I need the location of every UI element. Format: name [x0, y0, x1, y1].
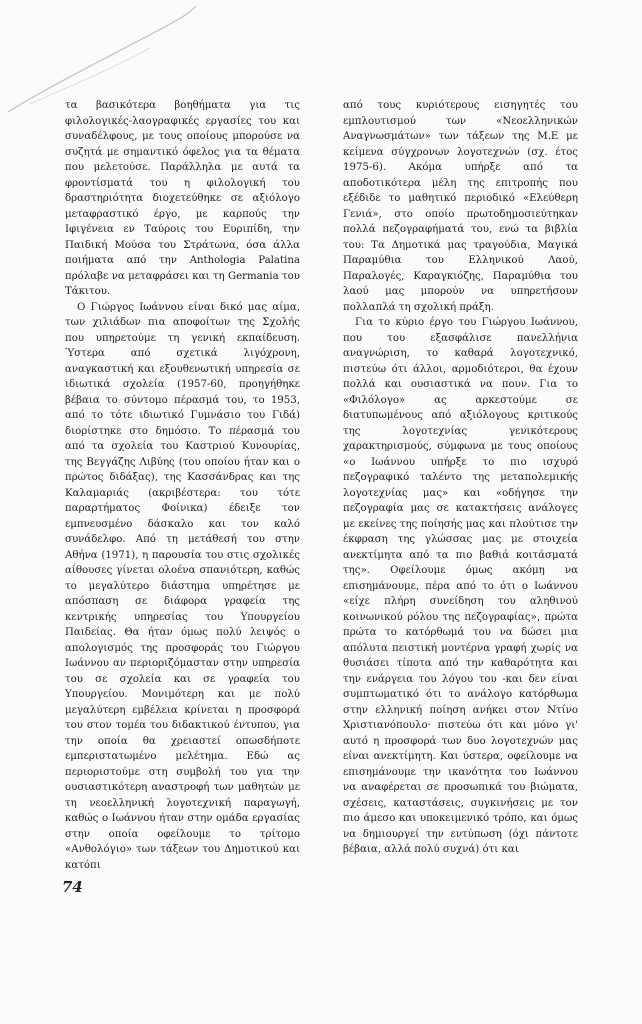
left-paragraph-1: τα βασικότερα βοηθήματα για τις φιλολογικές-λαογραφικές εργασίες του και συναδέλφους, με τους οποίους μπορούσε να συζητά με σημαντικό όφελος για τα θέματα που μελετούσε. Παράλληλα με αυτά τα φροντίσματά του η φιλολογική του δραστηριότητα διοχετεύθηκε σε αξιόλογο μεταφραστικό έργο, με καρπούς την Ιφιγένεια εν Ταύροις του Ευριπίδη, την Παιδική Μούσα του Στράτωνα, όσα άλλα ποιήματα από την Anthologia Palatina πρόλαβε να μεταφράσει και τη Germania του Τάκιτου. — [65, 100, 300, 297]
page-number: 74 — [62, 878, 83, 896]
left-text-column — [65, 98, 300, 873]
right-paragraph-1: από τους κυριότερους εισηγητές του εμπλουτισμού των «Νεοελληνικών Αναγνωσμάτων» των τάξεων της Μ.Ε με κείμενα σύγχρονων λογοτεχνών (σχ. έτος 1975-6). Ακόμα υπήρξε από τα αποδοτικότερα μέλη της επιτροπής που εξέδιδε το μαθητικό περιοδικό «Ελεύθερη Γενιά», στο οποίο πρωτοδημοσιεύτηκαν πολλά πεζογραφήματά του, ενώ τα βιβλία του: Τα Δημοτικά μας τραγούδια, Μαγικά Παραμύθια του Ελληνικού Λαού, Παραλογές, Καραγκιόζης, Παραμύθια του λαού μας μπορούν να υπηρετήσουν πολλαπλά τη σχολική πράξη. — [343, 100, 578, 313]
right-text-column — [343, 98, 578, 858]
right-paragraph-2: Για το κύριο έργο του Γιώργου Ιωάννου, που του εξασφάλισε πανελλήνια αναγνώριση, το καθαρά λογοτεχνικό, πιστεύω ότι άλλοι, αρμοδιότεροι, θα έχουν πολλά και ουσιαστικά να πουν. Για το «Φιλόλογο» ας αρκεστούμε σε διατυπωμένους από αξιόλογους κριτικούς της λογοτεχνίας γενικότερους χαρακτηρισμούς, σύμφωνα με τους οποίους «ο Ιωάννου υπήρξε το πιο ισχυρό πεζογραφικό ταλέντο της μεταπολεμικής λογοτεχνίας μας» και «οδήγησε την πεζογραφία μας σε κατακτήσεις ανάλογες με εκείνες της ποίησής μας και πλούτισε την έκφραση της γλώσσας μας με στοιχεία ανεκτίμητα από τα πιο βαθιά κοιτάσματά της». Οφείλουμε όμως ακόμη να επισημάνουμε, πέρα από το ότι ο Ιωάννου «είχε πλήρη συνείδηση του αληθινού κοινωνικού ρόλου της πεζογραφίας», πρώτα πρώτα το κατόρθωμά του να δώσει μια απόλυτα πειστική μοντέρνα γραφή χωρίς να θυσιάσει τίποτα από την καθαρότητα και την ενάργεια του λόγου του -και δεν είναι συμπτωματικό ότι το ανάλογο κατόρθωμα στην ελληνική ποίηση ανήκει στον Ντίνο Χριστιανόπουλο· πιστεύω ότι και μόνο γι' αυτό η προσφορά των δυο λογοτεχνών μας είναι ανεκτίμητη. Και ύστερα, οφείλουμε να επισημάνουμε την ικανότητα του Ιωάννου να αναφέρεται σε προσωπικά του βιώματα, σχέσεις, καταστάσεις, συγκινήσεις με τον πιο άμεσο και υποκειμενικό τρόπο, και όμως να δημιουργεί την εντύπωση (όχι πάντοτε βέβαια, αλλά πολύ συχνά) ότι και — [343, 317, 578, 855]
left-paragraph-2: Ο Γιώργος Ιωάννου είναι δικό μας αίμα, των χιλιάδων πια αποφοίτων της Σχολής που υπηρετούμε τη γενική εκπαίδευση. Ύστερα από σχετικά λιγόχρονη, αναγκαστική και εξουθενωτική υπηρεσία σε ιδιωτικά σχολεία (1957-60, προηγήθηκε βέβαια το σύντομο πέρασμά του, το 1953, από το τότε ιδιωτικό Γυμνάσιο του Γιδά) διορίστηκε στο δημόσιο. Το πέρασμά του από τα σχολεία του Καστριού Κυνουρίας, της Βεγγάζης Λιβύης (του οποίου ήταν και ο πρώτος διδάξας), της Κασσάνδρας και της Καλαμαριάς (ακριβέστερα: του τότε παραρτήματος Φοίνικα) έδειξε τον εμπνευσμένο δάσκαλο και τον καλό συνάδελφο. Από τη μετάθεσή του στην Αθήνα (1971), η παρουσία του στις σχολικές αίθουσες γίνεται ολοένα σπανιότερη, καθώς το μεγαλύτερο διάστημα υπηρέτησε με απόσπαση σε διάφορα γραφεία της κεντρικής υπηρεσίας του Υπουργείου Παιδείας. Θα ήταν όμως πολύ λειψός ο απολογισμός της προσφοράς του Γιώργου Ιωάννου αν περιοριζόμασταν στην υπηρεσία του σε σχολεία και σε γραφεία του Υπουργείου. Μονιμότερη και με πολύ μεγαλύτερη εμβέλεια κρίνεται η προσφορά του στον τομέα του διδακτικού έντυπου, για την οποία θα χρειαστεί οπωσδήποτε εμπεριστατωμένο μελέτημα. Εδώ ας περιοριστούμε στη συμβολή του για την ουσιαστικότερη αναστροφή των μαθητών με τη νεοελληνική λογοτεχνική παραγωγή, καθώς ο Ιωάννου ήταν στην ομάδα εργασίας στην οποία οφείλουμε το τρίτομο «Ανθολόγιο» των τάξεων του Δημοτικού και κατόπι — [65, 301, 300, 871]
